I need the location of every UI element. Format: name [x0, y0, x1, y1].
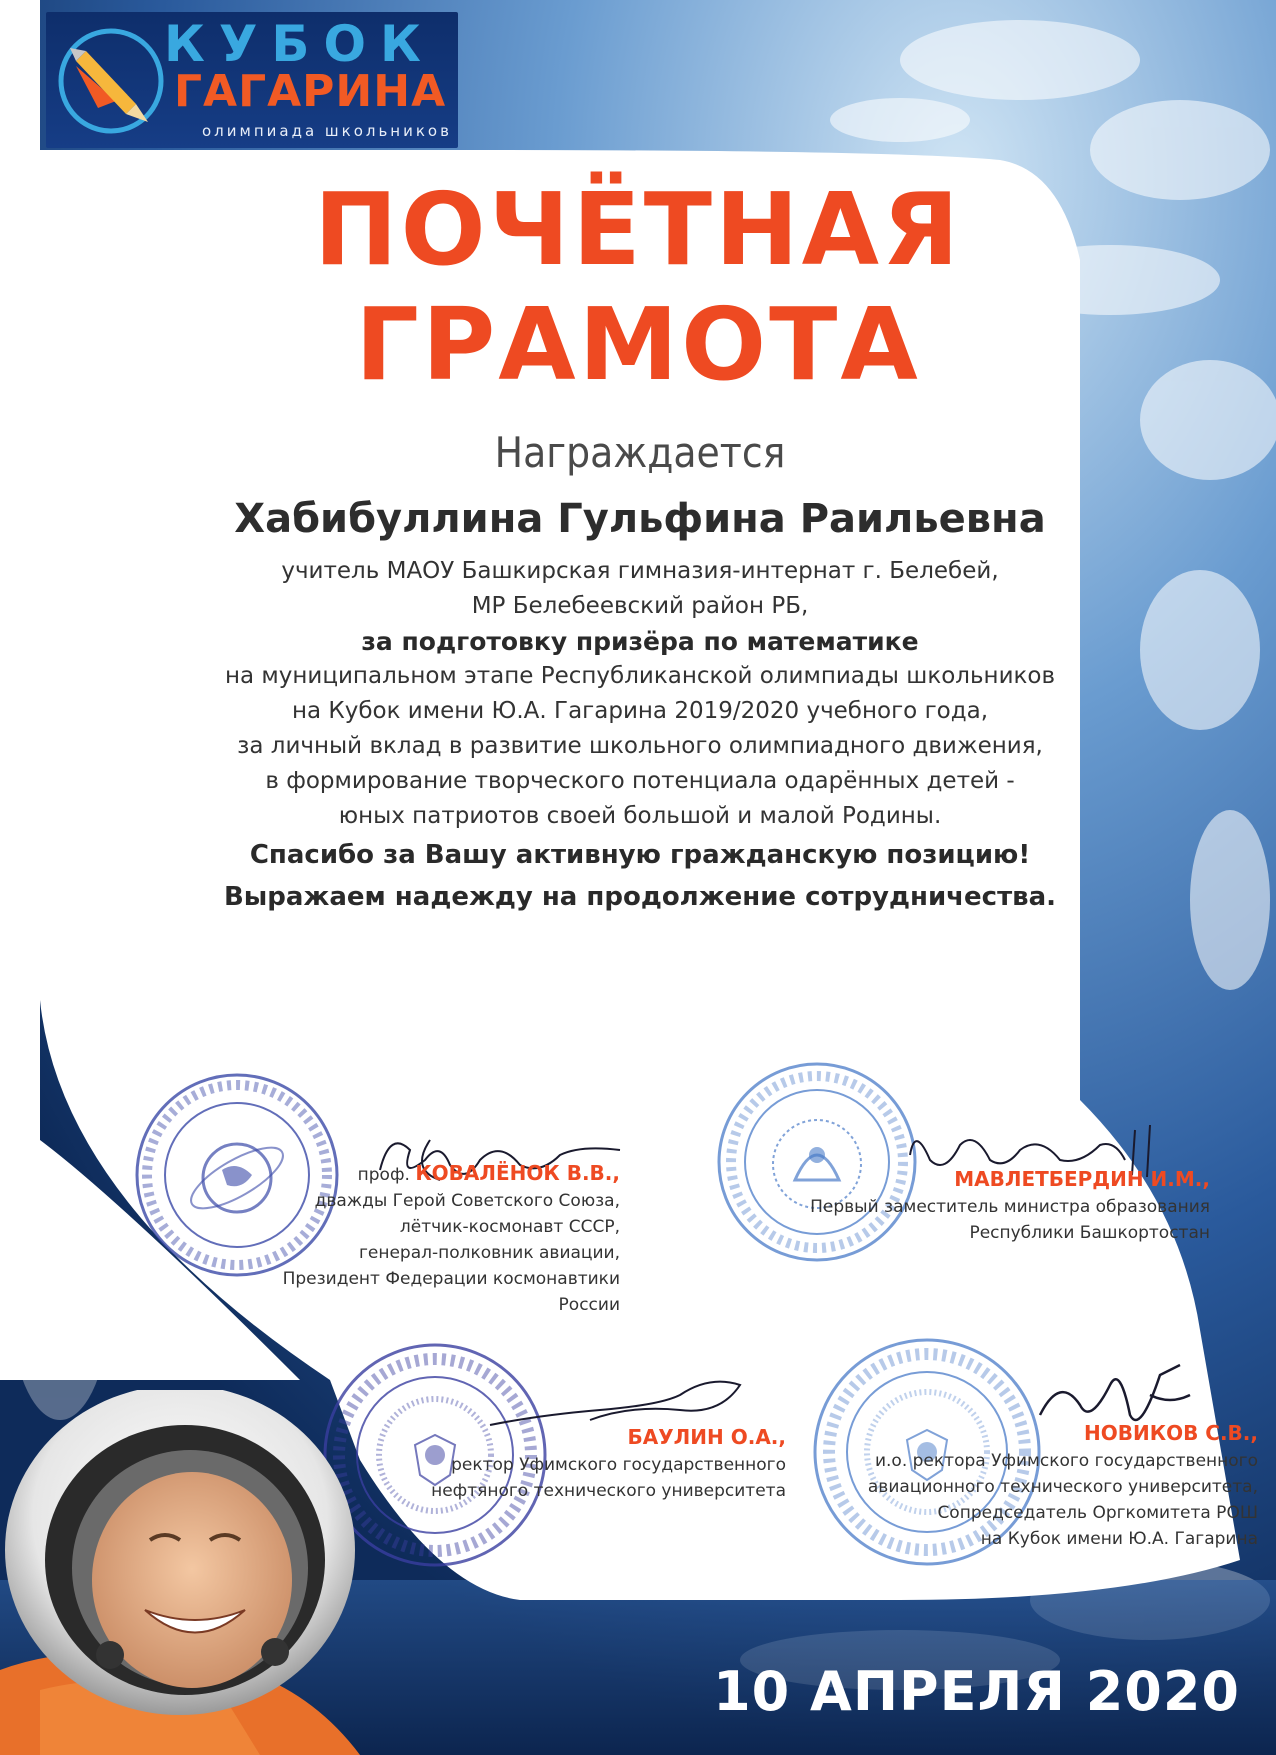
body-line-3: на муниципальном этапе Республиканской олимпиады школьников	[224, 663, 1056, 689]
certificate-body	[160, 554, 1120, 918]
signatory-2-name: МАВЛЕТБЕРДИН И.М.,	[954, 1167, 1210, 1191]
signatory-2-line-1: Первый заместитель министра образования	[810, 1197, 1210, 1217]
certificate-title-line1: ПОЧЁТНАЯ	[313, 171, 963, 288]
signatory-4-line-4: на Кубок имени Ю.А. Гагарина	[980, 1529, 1258, 1549]
position-line-1: учитель МАОУ Башкирская гимназия-интернат г. Белебей,	[281, 558, 999, 584]
olympiad-logo	[46, 12, 458, 148]
signatory-1	[280, 1160, 620, 1318]
signatory-2-line-2: Республики Башкортостан	[969, 1223, 1210, 1243]
body-line-5: за личный вклад в развитие школьного олимпиадного движения,	[237, 733, 1043, 759]
certificate-date: 10 АПРЕЛЯ 2020	[713, 1660, 1240, 1723]
signatory-1-name: КОВАЛЁНОК В.В.,	[415, 1161, 620, 1185]
body-line-4: на Кубок имени Ю.А. Гагарина 2019/2020 учебного года,	[291, 698, 989, 724]
signatory-1-line-4: Президент Федерации космонавтики России	[282, 1269, 620, 1315]
signatory-2	[790, 1166, 1210, 1246]
recipient-name: Хабибуллина Гульфина Раильевна	[234, 496, 1046, 542]
thanks-line-2: Выражаем надежду на продолжение сотрудничества.	[223, 882, 1057, 912]
signatory-3-line-2: нефтяного технического университета	[431, 1481, 786, 1501]
signatory-4-name: НОВИКОВ С.В.,	[1084, 1421, 1258, 1445]
signatory-3-line-1: ректор Уфимского государственного	[451, 1455, 786, 1475]
signatory-4	[800, 1420, 1258, 1552]
logo-title-bottom: ГАГАРИНА	[174, 66, 447, 117]
certificate-title-line2: ГРАМОТА	[355, 286, 921, 403]
position-line-2: МР Белебеевский район РБ,	[471, 593, 809, 619]
rocket-pencil-icon	[56, 26, 166, 136]
logo-tagline: олимпиада школьников	[202, 122, 452, 140]
body-line-7: юных патриотов своей большой и малой Родины.	[338, 803, 942, 829]
signatory-1-prefix: проф.	[357, 1165, 410, 1185]
logo-title-top: КУБОК	[164, 15, 435, 73]
signatory-1-line-3: генерал-полковник авиации,	[358, 1243, 620, 1263]
awarded-label: Награждается	[494, 428, 786, 477]
signatory-4-line-3: Сопредседатель Оргкомитета РОШ	[937, 1503, 1258, 1523]
signatory-4-line-1: и.о. ректора Уфимского государственного	[874, 1451, 1258, 1471]
signatory-3-name: БАУЛИН О.А.,	[627, 1425, 786, 1449]
signatory-4-line-2: авиационного технического университета,	[867, 1477, 1258, 1497]
signatory-1-line-1: дважды Герой Советского Союза,	[314, 1191, 620, 1211]
reason-line: за подготовку призёра по математике	[361, 627, 919, 656]
signatory-1-line-2: лётчик-космонавт СССР,	[399, 1217, 620, 1237]
astronaut-illustration	[0, 1390, 460, 1755]
thanks-line-1: Спасибо за Вашу активную гражданскую позицию!	[249, 840, 1031, 870]
body-line-6: в формирование творческого потенциала одарённых детей -	[265, 768, 1015, 794]
